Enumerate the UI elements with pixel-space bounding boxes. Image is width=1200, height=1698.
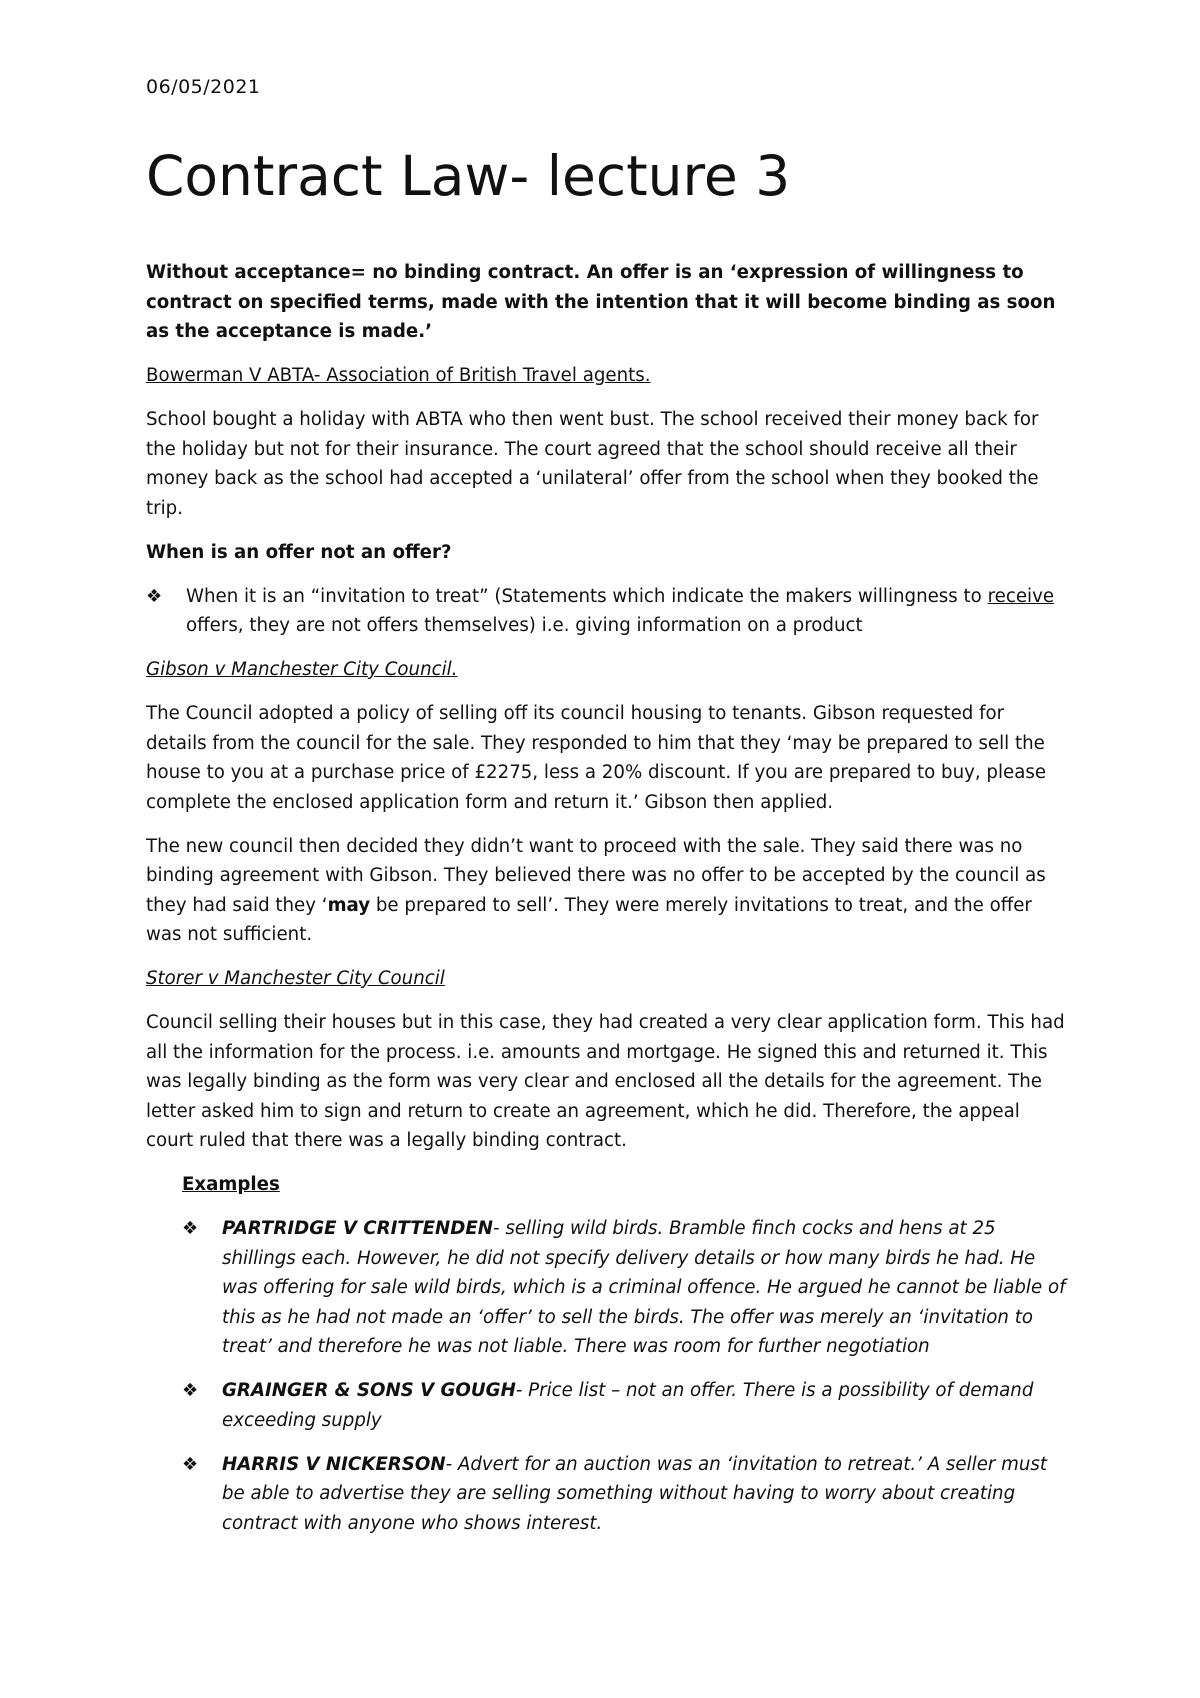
diamond-bullet-icon: ❖ [182,1218,199,1239]
document-date: 06/05/2021 [146,76,261,98]
example-case-name: HARRIS V NICKERSON [222,1453,446,1475]
gibson-text-bold: may [327,894,371,916]
example-case-text: - Advert for an auction was an ‘invitation to retreat.’ A seller must be able to advertise they are selling something without having to worry about creating contract with anyone who shows interest. [222,1453,1047,1534]
diamond-bullet-icon: ❖ [182,1380,199,1401]
section-question: When is an offer not an offer? [146,541,452,563]
document-body [146,258,1066,1553]
bullet-text-end: offers, they are not offers themselves) i.e. giving information on a product [186,615,863,636]
example-case-text: - Price list – not an offer. There is a possibility of demand exceeding supply [222,1380,1034,1431]
bullet-text-start: When it is an “invitation to treat” (Statements which indicate the makers willingness to [186,585,988,607]
case-text-gibson-2 [146,832,1066,950]
case-text-storer: Council selling their houses but in this case, they had created a very clear application form. This had all the information for the process. i.e. amounts and mortgage. He signed this and returned it. This was legally binding as the form was very clear and enclosed all the details for the agreement. The letter asked him to sign and return to create an agreement, which he did. Therefore, the appeal court ruled that there was a legally binding contract. [146,1012,1065,1151]
list-item [182,1450,1066,1539]
example-case-name: GRAINGER & SONS V GOUGH [222,1380,516,1401]
bullet-text-underlined: receive [987,585,1055,607]
case-text-gibson-1: The Council adopted a policy of selling off its council housing to tenants. Gibson requested for details from the council for the sale. They responded to him that they ‘may be prepared to sell the house to you at a purchase price of £2275, less a 20% discount. If you are prepared to buy, please complete the enclosed application form and return it.’ Gibson then applied. [146,703,1047,813]
diamond-bullet-icon: ❖ [182,1453,199,1475]
diamond-bullet-icon: ❖ [146,585,163,607]
case-heading-bowerman: Bowerman V ABTA- Association of British Travel agents. [146,365,651,386]
intro-paragraph: Without acceptance= no binding contract. An offer is an ‘expression of willingness to contract on specified terms, made with the intention that it will become binding as soon as the acceptance is made.’ [146,262,1056,342]
gibson-text-end: be prepared to sell’. They were merely invitations to treat, and the offer was not sufficient. [146,894,1032,945]
example-text [222,1218,1066,1357]
list-item [146,582,1066,641]
case-heading-storer: Storer v Manchester City Council [146,968,445,989]
list-item [182,1376,1066,1435]
bullet-text [186,586,1054,637]
case-text-bowerman: School bought a holiday with ABTA who then went bust. The school received their money back for the holiday but not for their insurance. The court agreed that the school should receive all their money back as the school had accepted a ‘unilateral’ offer from the school when they booked the trip. [146,409,1039,519]
page-title: Contract Law- lecture 3 [146,144,791,208]
example-text [222,1380,1033,1431]
example-case-name: PARTRIDGE V CRITTENDEN [222,1218,494,1239]
example-case-text: - selling wild birds. Bramble finch cocks and hens at 25 shillings each. However, he did not specify delivery details or how many birds he had. He was offering for sale wild birds, which is a criminal offence. He argued he cannot be liable of this as he had not made an ‘offer’ to sell the birds. The offer was merely an ‘invitation to treat’ and therefore he was not liable. There was room for further negotiation [222,1218,1066,1357]
list-item [182,1214,1066,1362]
examples-list [182,1214,1066,1538]
example-text [222,1454,1047,1534]
case-heading-gibson: Gibson v Manchester City Council. [146,659,458,680]
gibson-text-start: The new council then decided they didn’t want to proceed with the sale. They said there was no binding agreement with Gibson. They believed there was no offer to be accepted by the council as they had said they ‘ [146,835,1046,916]
examples-heading: Examples [182,1174,280,1195]
